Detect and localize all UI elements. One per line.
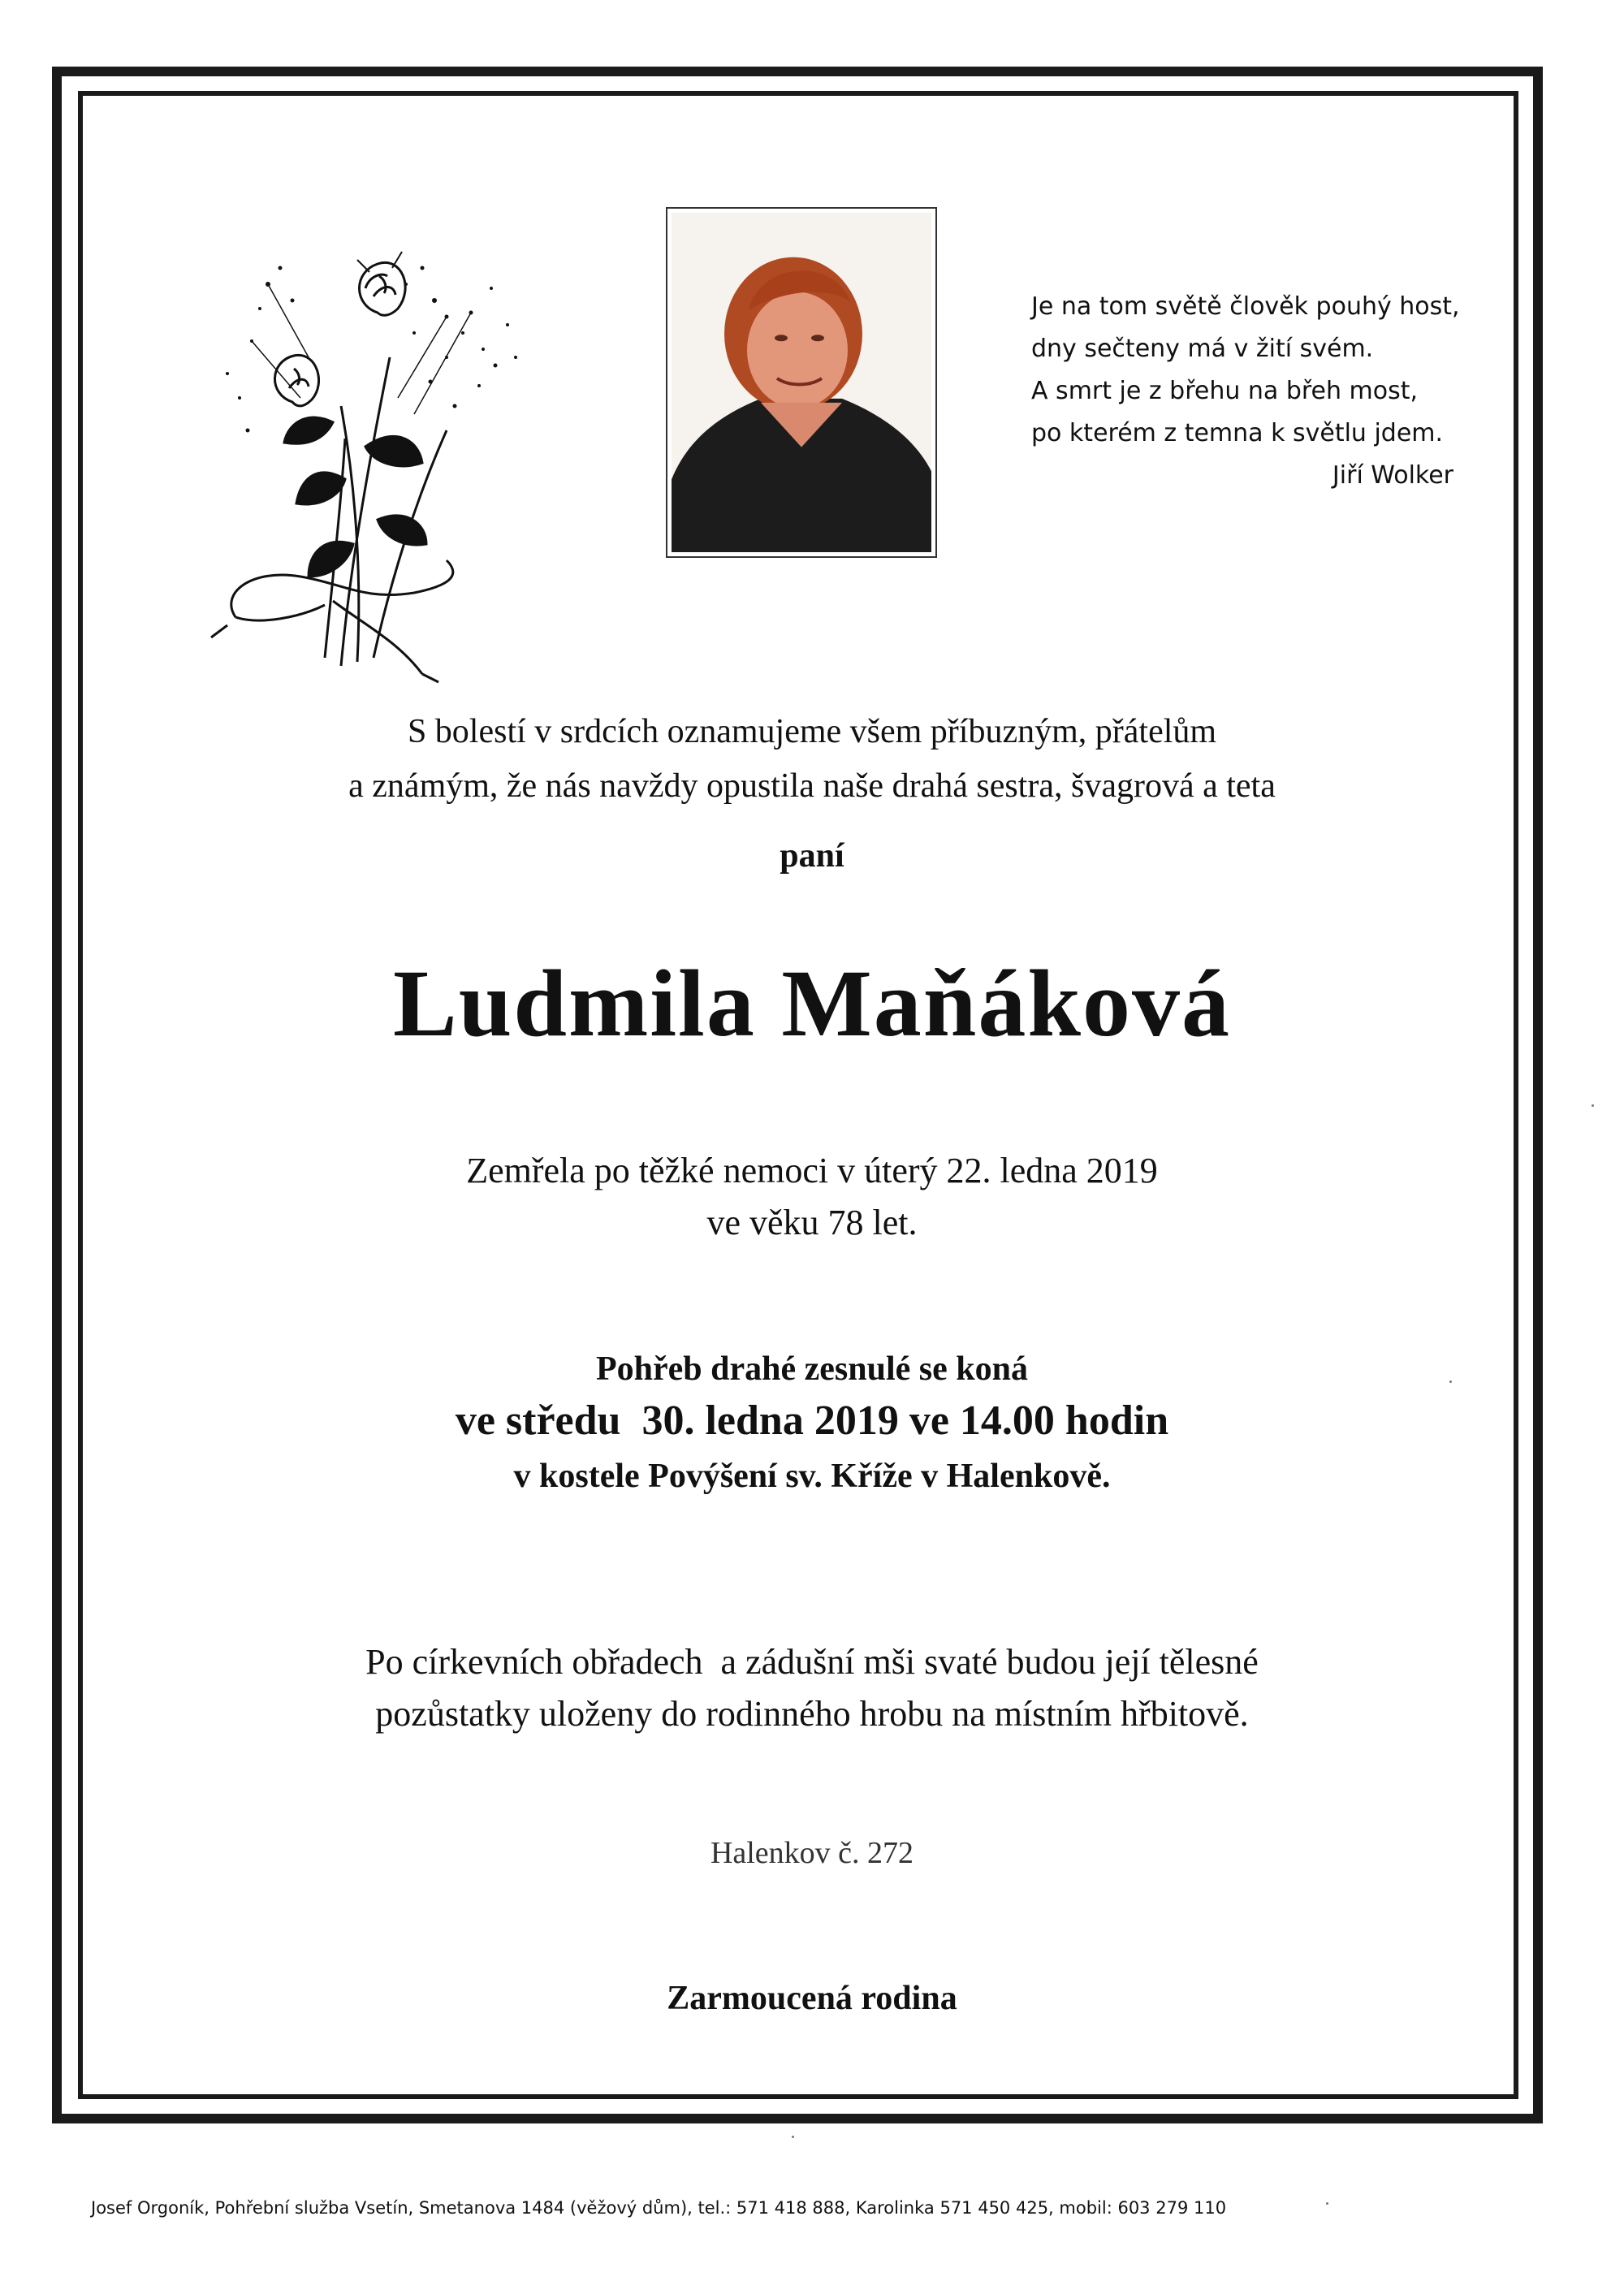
portrait-photo (666, 207, 937, 558)
intro-line: S bolestí v srdcích oznamujeme všem příbuzným, přátelům (407, 713, 1217, 750)
rites-text (0, 1636, 1624, 1740)
portrait-image (672, 213, 931, 552)
poem-line: dny sečteny má v žití svém. (1031, 335, 1374, 363)
poem-author: Jiří Wolker (1332, 461, 1453, 490)
poem-line: A smrt je z břehu na břeh most, (1031, 377, 1419, 405)
scan-speck (1592, 1104, 1594, 1107)
age-line: ve věku 78 let. (706, 1203, 918, 1242)
salutation: paní (780, 837, 844, 875)
death-line: Zemřela po těžké nemoci v úterý 22. ledna 2019 (466, 1151, 1158, 1190)
scan-speck (1326, 2202, 1328, 2205)
intro-line: a známým, že nás navždy opustila naše drahá sestra, švagrová a teta (348, 767, 1276, 805)
rose-bouquet-icon (203, 235, 544, 690)
rites-line: pozůstatky uloženy do rodinného hrobu na místním hřbitově. (375, 1694, 1249, 1734)
announcement-intro (0, 705, 1624, 814)
funeral-datetime: ve středu 30. ledna 2019 ve 14.00 hodin (455, 1398, 1169, 1444)
death-info (0, 1145, 1624, 1249)
deceased-name: Ludmila Maňáková (393, 950, 1231, 1056)
poem-line: Je na tom světě člověk pouhý host, (1031, 292, 1460, 321)
poem-block (1031, 286, 1462, 497)
scan-speck (792, 2136, 794, 2138)
rites-line: Po církevních obřadech a zádušní mši svaté budou její tělesné (365, 1642, 1259, 1682)
family-signature: Zarmoucená rodina (667, 1980, 957, 2017)
address: Halenkov č. 272 (710, 1836, 914, 1870)
funeral-heading: Pohřeb drahé zesnulé se koná (595, 1350, 1028, 1388)
poem-line: po kterém z temna k světlu jdem. (1031, 419, 1444, 447)
scan-speck (1449, 1380, 1452, 1383)
funeral-service-footer: Josef Orgoník, Pohřební služba Vsetín, Smetanova 1484 (věžový dům), tel.: 571 418 888, Karolinka 571 450 425, mobil: 603 279 110 (91, 2198, 1227, 2218)
funeral-location: v kostele Povýšení sv. Kříže v Halenkově. (513, 1458, 1111, 1495)
